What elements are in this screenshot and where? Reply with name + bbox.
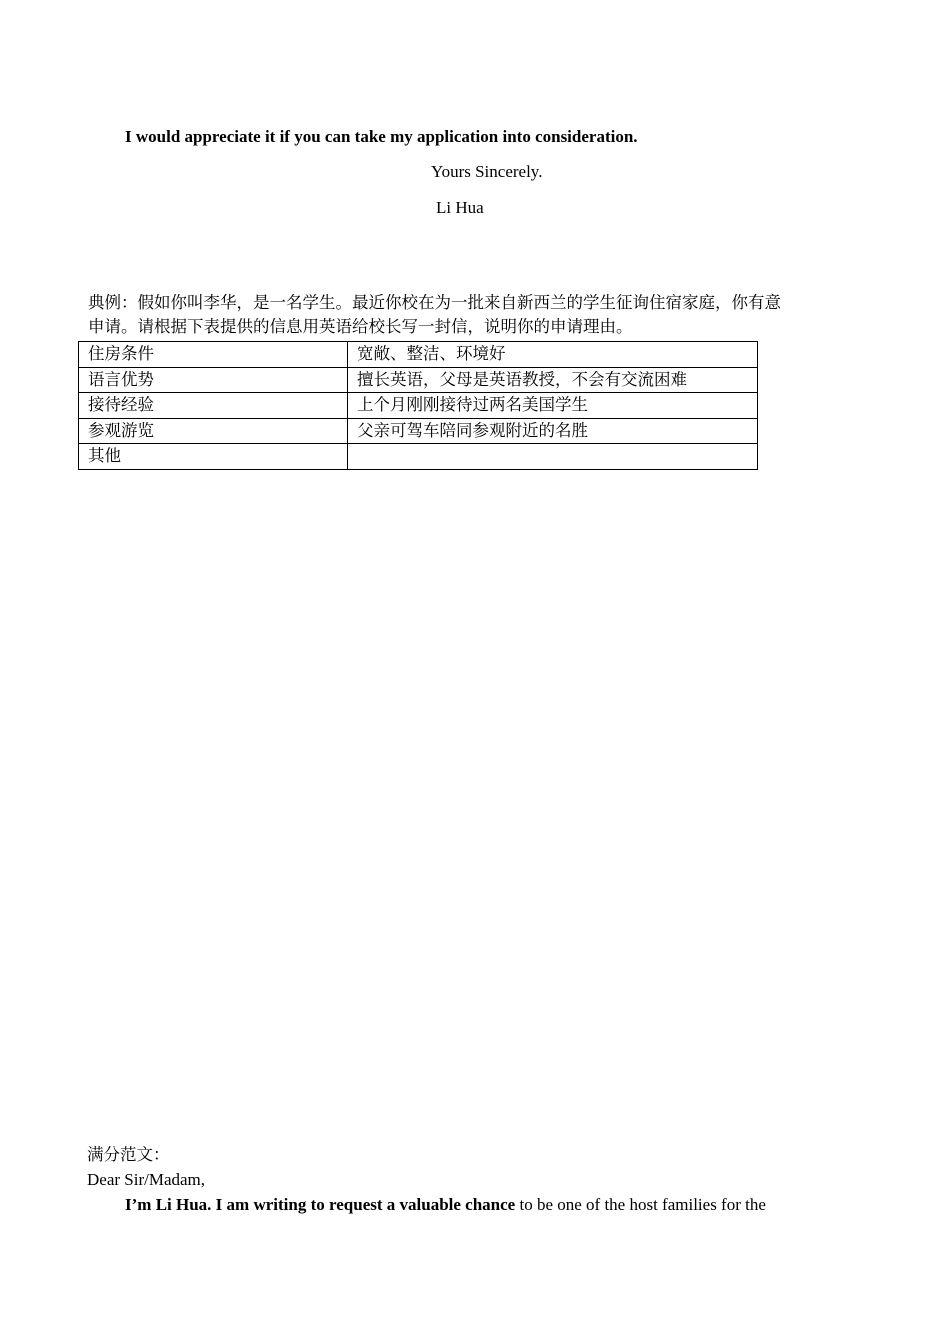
closing-appreciate-line: I would appreciate it if you can take my application into consideration. (125, 127, 638, 146)
info-table (78, 341, 758, 470)
example-prompt-line-1: 典例：假如你叫李华，是一名学生。最近你校在为一批来自新西兰的学生征询住宿家庭，你有意 (88, 293, 781, 312)
essay-greeting: Dear Sir/Madam, (87, 1170, 206, 1189)
table-cell-value: 上个月刚刚接待过两名美国学生 (348, 393, 758, 419)
table-row (79, 393, 758, 419)
closing-sign-off: Yours Sincerely. (431, 162, 543, 181)
table-cell-value: 宽敞、整洁、环境好 (348, 342, 758, 368)
table-cell-label: 接待经验 (79, 393, 348, 419)
table-row (79, 367, 758, 393)
essay-first-rest: to be one of the host families for the (515, 1195, 766, 1214)
table-row (79, 444, 758, 470)
table-cell-value (348, 444, 758, 470)
model-essay-heading: 满分范文： (87, 1145, 170, 1164)
table-cell-label: 语言优势 (79, 367, 348, 393)
table-row (79, 418, 758, 444)
essay-first-line (125, 1194, 766, 1216)
table-row (79, 342, 758, 368)
table-cell-label: 其他 (79, 444, 348, 470)
closing-signature: Li Hua (436, 198, 484, 217)
example-prompt-line-2: 申请。请根据下表提供的信息用英语给校长写一封信，说明你的申请理由。 (88, 317, 633, 336)
example-prompt (88, 290, 868, 339)
table-cell-value: 擅长英语，父母是英语教授，不会有交流困难 (348, 367, 758, 393)
table-cell-label: 住房条件 (79, 342, 348, 368)
essay-first-bold: I’m Li Hua. I am writing to request a valuable chance (125, 1195, 516, 1214)
table-cell-label: 参观游览 (79, 418, 348, 444)
table-cell-value: 父亲可驾车陪同参观附近的名胜 (348, 418, 758, 444)
